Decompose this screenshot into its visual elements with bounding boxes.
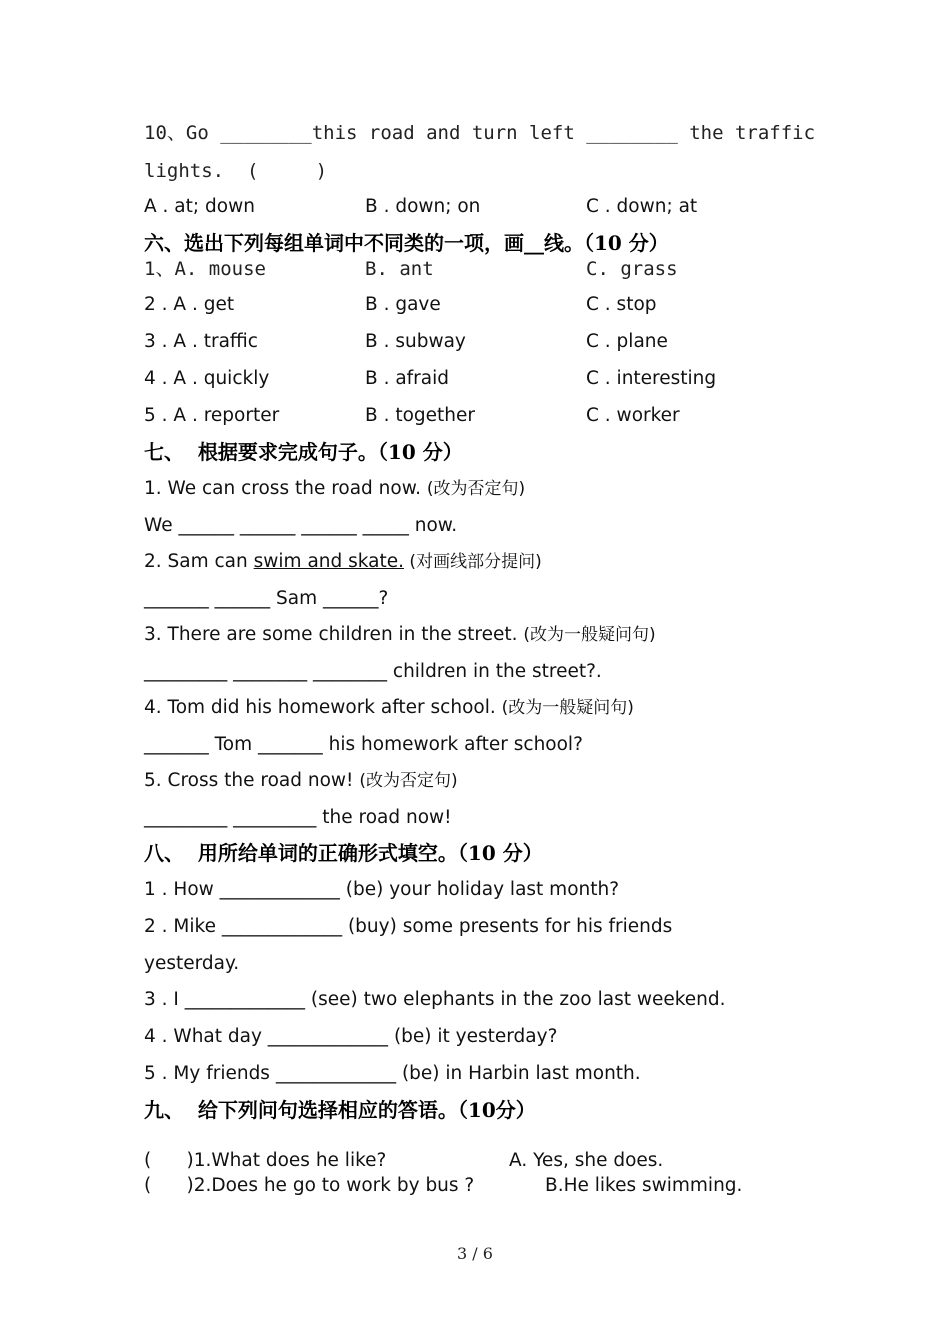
s7-q5 <box>144 772 458 791</box>
s8-q5: 5 . My friends _____________ (be) in Harbin last month. <box>144 1063 641 1084</box>
s6-row5-a: 5 . A . reporter <box>144 405 280 426</box>
s7-q1-answer: We ______ ______ ______ _____ now. <box>144 515 458 536</box>
s6-row4-b: B . afraid <box>365 368 450 389</box>
q10-line2: lights. ( ) <box>144 160 328 182</box>
s6-row1-b: B. ant <box>365 258 434 280</box>
page-number: 3 / 6 <box>457 1244 493 1263</box>
s8-q4: 4 . What day _____________ (be) it yesterday? <box>144 1026 558 1047</box>
s7-q2-text: 2. Sam can <box>144 551 254 572</box>
q10-option-b: B . down; on <box>365 196 481 217</box>
s7-q3-answer: _________ ________ ________ children in the street?. <box>144 661 602 682</box>
s7-q5-answer: _________ _________ the road now! <box>144 807 452 828</box>
s9-q1: ( )1.What does he like? <box>144 1150 387 1171</box>
s7-q1 <box>144 480 525 499</box>
s9-q2: ( )2.Does he go to work by bus ? <box>144 1175 475 1196</box>
s7-q3-text: 3. There are some children in the street. <box>144 624 524 645</box>
s7-q3-instruction: (改为一般疑问句) <box>523 625 656 645</box>
section9-heading: 九、 给下列问句选择相应的答语。（10分） <box>144 1098 536 1122</box>
s6-row1-c: C. grass <box>586 258 678 280</box>
s6-row3-a: 3 . A . traffic <box>144 331 258 352</box>
s7-q4-text: 4. Tom did his homework after school. <box>144 697 502 718</box>
s7-q5-text: 5. Cross the road now! <box>144 770 360 791</box>
s6-row5-c: C . worker <box>586 405 680 426</box>
s7-q4-answer: _______ Tom _______ his homework after school? <box>144 734 583 755</box>
s8-q2-line2: yesterday. <box>144 953 240 974</box>
s7-q2-underlined: swim and skate. <box>253 551 405 572</box>
s7-q3 <box>144 626 656 645</box>
s6-row2-a: 2 . A . get <box>144 294 235 315</box>
s8-q1: 1 . How _____________ (be) your holiday last month? <box>144 879 620 900</box>
s6-row2-c: C . stop <box>586 294 657 315</box>
s6-row2-b: B . gave <box>365 294 441 315</box>
section8-heading: 八、 用所给单词的正确形式填空。（10 分） <box>144 841 543 865</box>
s6-row1-a: 1、A. mouse <box>144 258 266 280</box>
s9-a2: B.He likes swimming. <box>545 1175 743 1196</box>
q10-option-a: A . at; down <box>144 196 255 217</box>
section7-heading: 七、 根据要求完成句子。（10 分） <box>144 440 463 464</box>
s6-row5-b: B . together <box>365 405 475 426</box>
s6-row4-c: C . interesting <box>586 368 717 389</box>
s7-q4 <box>144 699 634 718</box>
s7-q2 <box>144 553 542 572</box>
s6-row3-c: C . plane <box>586 331 668 352</box>
s8-q2-line1: 2 . Mike _____________ (buy) some presents for his friends <box>144 916 673 937</box>
s7-q1-instruction: (改为否定句) <box>426 479 526 499</box>
s7-q4-instruction: (改为一般疑问句) <box>501 698 634 718</box>
s6-row4-a: 4 . A . quickly <box>144 368 270 389</box>
q10-option-c: C . down; at <box>586 196 698 217</box>
s9-a1: A. Yes, she does. <box>509 1150 664 1171</box>
s6-row3-b: B . subway <box>365 331 466 352</box>
section6-heading: 六、选出下列每组单词中不同类的一项，画__线。（10 分） <box>144 231 669 255</box>
q10-line1: 10、Go ________this road and turn left ________ the traffic <box>144 122 816 144</box>
s7-q1-text: 1. We can cross the road now. <box>144 478 427 499</box>
s8-q3: 3 . I _____________ (see) two elephants in the zoo last weekend. <box>144 989 726 1010</box>
s7-q2-instruction: (对画线部分提问) <box>404 552 542 572</box>
s7-q2-answer: _______ ______ Sam ______? <box>144 588 389 609</box>
s7-q5-instruction: (改为否定句) <box>359 771 458 791</box>
